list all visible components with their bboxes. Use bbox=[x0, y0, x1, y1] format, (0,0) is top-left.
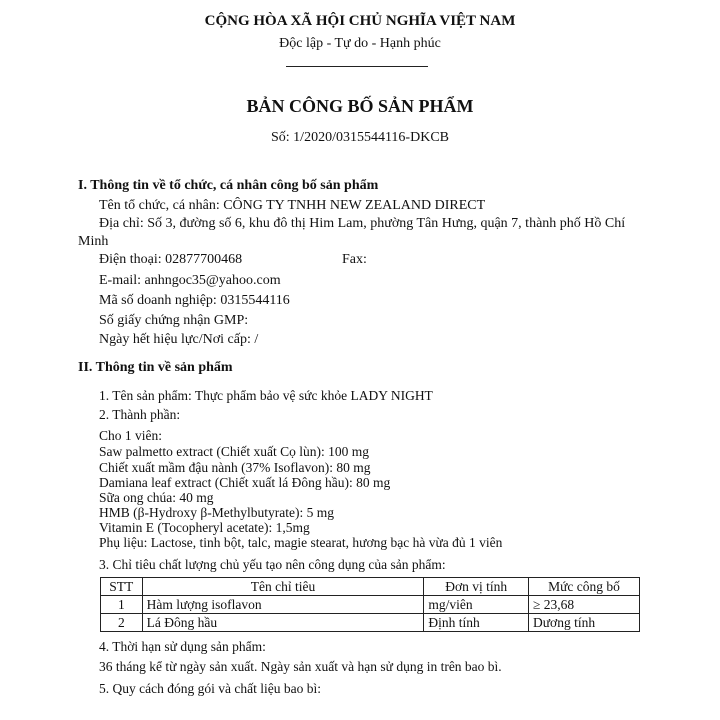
ingredient-item: Cho 1 viên: bbox=[99, 428, 162, 443]
ingredient-item: Phụ liệu: Lactose, tinh bột, talc, magie stearat, hương bạc hà vừa đủ 1 viên bbox=[99, 535, 503, 550]
email: E-mail: anhngoc35@yahoo.com bbox=[99, 273, 281, 288]
table-cell: mg/viên bbox=[424, 596, 529, 614]
ingredient-item: Sữa ong chúa: 40 mg bbox=[99, 490, 214, 505]
table-row bbox=[101, 596, 640, 614]
shelf-life-text: 36 tháng kể từ ngày sản xuất. Ngày sản xuất và hạn sử dụng in trên bao bì. bbox=[99, 659, 502, 674]
section-2-heading: II. Thông tin về sản phẩm bbox=[78, 360, 233, 375]
shelf-life-heading: 4. Thời hạn sử dụng sản phẩm: bbox=[99, 639, 266, 654]
fax: Fax: bbox=[342, 252, 367, 267]
table-header-cell: Đơn vị tính bbox=[424, 578, 529, 596]
table-header-row bbox=[101, 578, 640, 596]
ingredient-item: Saw palmetto extract (Chiết xuất Cọ lùn): 100 mg bbox=[99, 444, 369, 459]
document-number: Số: 1/2020/0315544116-DKCB bbox=[271, 130, 449, 145]
ingredient-item: Chiết xuất mầm đậu nành (37% Isoflavon): 80 mg bbox=[99, 460, 371, 475]
expiry: Ngày hết hiệu lực/Nơi cấp: / bbox=[99, 332, 259, 347]
packaging-heading: 5. Quy cách đóng gói và chất liệu bao bì: bbox=[99, 681, 321, 696]
quality-heading: 3. Chỉ tiêu chất lượng chủ yếu tạo nên công dụng của sản phẩm: bbox=[99, 557, 446, 572]
phone: Điện thoại: 02877700468 bbox=[99, 252, 243, 267]
table-cell: ≥ 23,68 bbox=[528, 596, 639, 614]
table-header-cell: Mức công bố bbox=[528, 578, 639, 596]
address-line-1: Địa chỉ: Số 3, đường số 6, khu đô thị Him Lam, phường Tân Hưng, quận 7, thành phố Hồ Chí bbox=[99, 216, 626, 231]
gmp-certificate: Số giấy chứng nhận GMP: bbox=[99, 313, 249, 328]
ingredient-item: Vitamin E (Tocopheryl acetate): 1,5mg bbox=[99, 520, 310, 535]
ingredients-heading: 2. Thành phần: bbox=[99, 407, 181, 422]
table-header-cell: Tên chỉ tiêu bbox=[142, 578, 424, 596]
document-title: BẢN CÔNG BỐ SẢN PHẨM bbox=[246, 96, 474, 116]
section-1-heading: I. Thông tin về tổ chức, cá nhân công bố sản phẩm bbox=[78, 178, 379, 193]
table-header-cell: STT bbox=[101, 578, 143, 596]
table-cell: Hàm lượng isoflavon bbox=[142, 596, 424, 614]
address-line-2: Minh bbox=[78, 234, 109, 249]
table-cell: Định tính bbox=[424, 614, 529, 632]
table-cell: 1 bbox=[101, 596, 143, 614]
org-name: Tên tổ chức, cá nhân: CÔNG TY TNHH NEW ZEALAND DIRECT bbox=[99, 198, 486, 213]
business-code: Mã số doanh nghiệp: 0315544116 bbox=[99, 293, 290, 308]
ingredient-item: Damiana leaf extract (Chiết xuất lá Đông hầu): 80 mg bbox=[99, 475, 391, 490]
table-cell: Dương tính bbox=[528, 614, 639, 632]
table-cell: 2 bbox=[101, 614, 143, 632]
ingredient-item: HMB (β-Hydroxy β-Methylbutyrate): 5 mg bbox=[99, 505, 334, 520]
table-row bbox=[101, 614, 640, 632]
header-divider bbox=[286, 66, 428, 67]
product-name: 1. Tên sản phẩm: Thực phẩm bảo vệ sức khỏe LADY NIGHT bbox=[99, 388, 433, 403]
quality-table bbox=[100, 577, 640, 632]
republic-heading: CỘNG HÒA XÃ HỘI CHỦ NGHĨA VIỆT NAM bbox=[204, 13, 516, 29]
table-cell: Lá Đông hầu bbox=[142, 614, 424, 632]
national-motto: Độc lập - Tự do - Hạnh phúc bbox=[279, 36, 441, 51]
